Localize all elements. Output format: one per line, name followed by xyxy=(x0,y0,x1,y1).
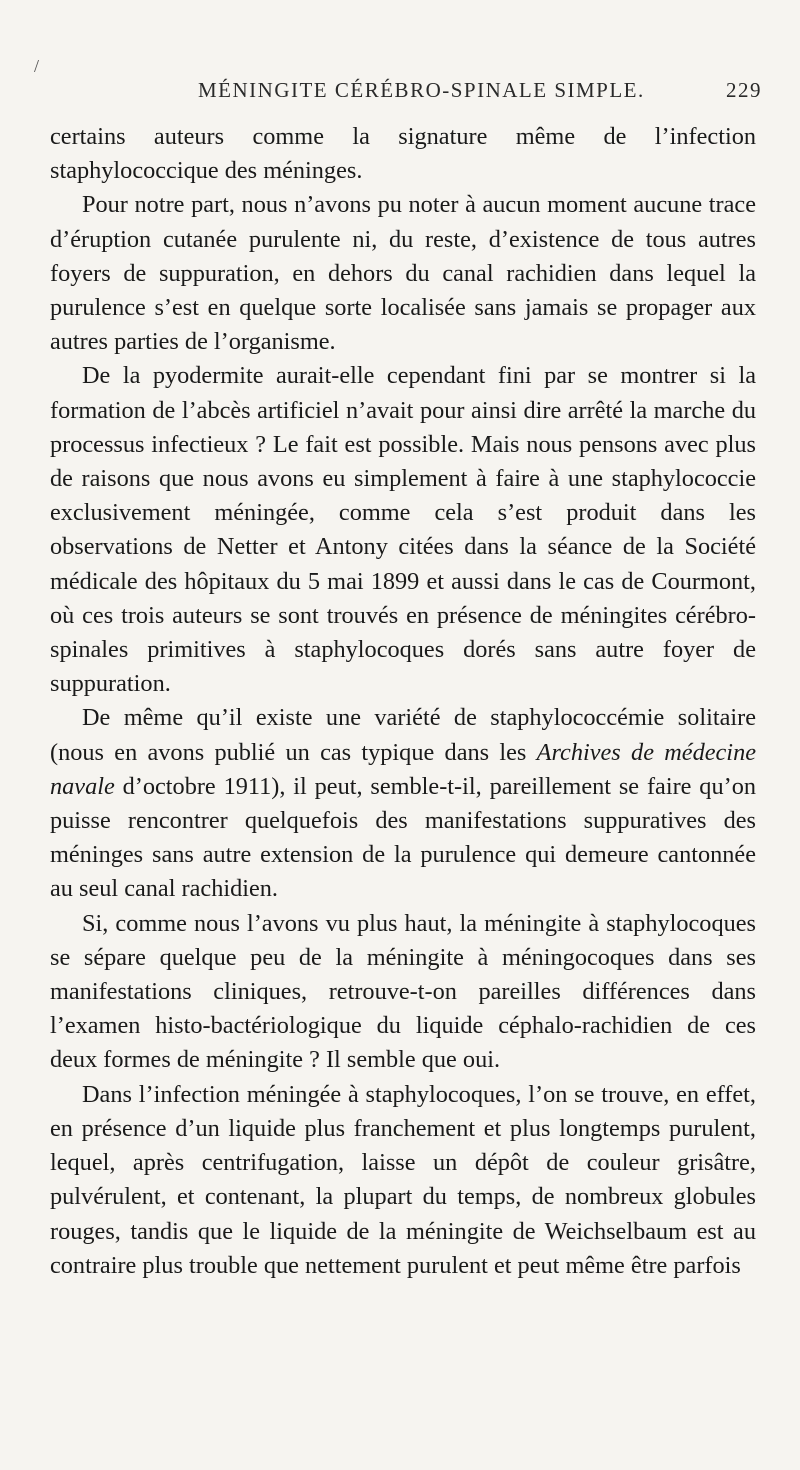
paragraph xyxy=(50,907,756,1078)
text-run: Dans l’infection méningée à staphylocoques, l’on se trouve, en effet, en présence d’un liquide plus franchement et plus longtemps purulent, lequel, après centrifugation, laisse un dépôt de couleur grisâtre, pulvérulent, et contenant, la plupart du temps, de nombreux globules rouges, tandis que le liquide de la méningite de Weichselbaum est au contraire plus trouble que nettement purulent et peut même être parfois xyxy=(50,1080,756,1279)
text-run: De la pyodermite aurait-elle cependant fini par se montrer si la formation de l’abcès artificiel n’avait pour ainsi dire arrêté la marche du processus infectieux ? Le fait est possible. Mais nous pensons avec plus de raisons que nous avons eu simplement à faire à une staphylococcie exclusivement méningée, comme cela s’est produit dans les observations de Netter et Antony citées dans la séance de la Société médicale des hôpitaux du 5 mai 1899 et aussi dans le cas de Courmont, où ces trois auteurs se sont trouvés en présence de méningites cérébro-spinales primitives à staphylocoques dorés sans autre foyer de suppuration. xyxy=(50,362,756,698)
running-title: MÉNINGITE CÉRÉBRO-SPINALE SIMPLE. xyxy=(198,78,645,102)
body-text xyxy=(50,120,756,1283)
text-run: Si, comme nous l’avons vu plus haut, la méningite à staphylocoques se sépare quelque peu de la méningite à méningocoques dans ses manifestations cliniques, retrouve-t-on pareilles différences dans l’examen histo-bactériologique du liquide céphalo-rachidien de ces deux formes de méningite ? Il semble que oui. xyxy=(50,909,756,1074)
italic-citation: Archives de médecine navale xyxy=(50,738,756,800)
paragraph xyxy=(50,120,756,188)
page-header xyxy=(48,78,762,108)
text-run: De même qu’il existe une variété de staphylococcémie solitaire (nous en avons publié un cas typique dans les xyxy=(50,704,756,766)
paragraph xyxy=(50,1078,756,1283)
paragraph xyxy=(50,359,756,701)
text-run: d’octobre 1911), il peut, semble-t-il, pareillement se faire qu’on puisse rencontrer quelquefois des manifestations suppuratives des méninges sans autre extension de la purulence qui demeure cantonnée au seul canal rachidien. xyxy=(50,772,756,903)
text-run: certains auteurs comme la signature même de l’infection staphylococcique des méninges. xyxy=(50,123,756,185)
paragraph xyxy=(50,188,756,359)
paragraph xyxy=(50,701,756,906)
margin-mark: / xyxy=(34,56,40,76)
text-run: Pour notre part, nous n’avons pu noter à aucun moment aucune trace d’éruption cutanée purulente ni, du reste, d’existence de tous autres foyers de suppuration, en dehors du canal rachidien dans lequel la purulence s’est en quelque sorte localisée sans jamais se propager aux autres parties de l’organisme. xyxy=(50,191,756,356)
page-number: 229 xyxy=(726,78,762,102)
